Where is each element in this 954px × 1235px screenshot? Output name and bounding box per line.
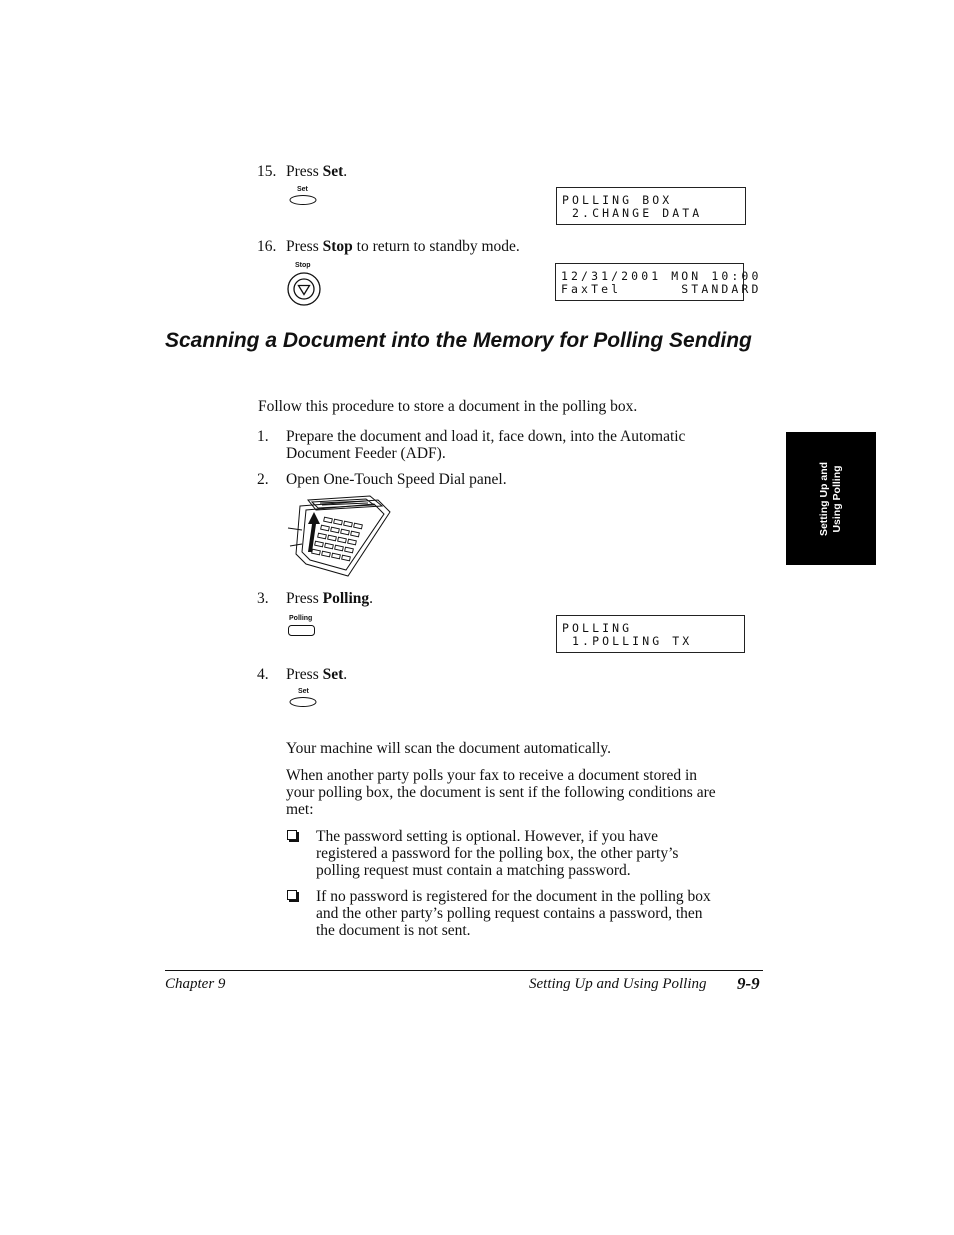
- footer-rule: [165, 970, 763, 971]
- lcd-display: [556, 187, 746, 225]
- paragraph-line: met:: [286, 801, 314, 818]
- bullet-line: the document is not sent.: [316, 922, 471, 939]
- set-key-icon: [288, 194, 318, 206]
- side-tab-line: Setting Up and: [818, 461, 830, 536]
- step-number: 15.: [257, 163, 277, 180]
- step-number: 4.: [257, 666, 269, 683]
- bullet-checkbox-icon: [287, 830, 297, 840]
- bullet-line: and the other party’s polling request contains a password, then: [316, 905, 703, 922]
- lcd-line-2: FaxTel STANDARD: [561, 282, 762, 296]
- step-text-pre: Press: [286, 163, 323, 180]
- result-text: Your machine will scan the document automatically.: [286, 740, 611, 757]
- set-key-icon: [288, 696, 318, 708]
- side-tab-label: [818, 461, 844, 535]
- lcd-line-2: 1.POLLING TX: [562, 634, 693, 648]
- chapter-side-tab: [786, 432, 876, 565]
- stop-key-icon: [286, 271, 322, 307]
- paragraph-line: your polling box, the document is sent if the following conditions are: [286, 784, 716, 801]
- stop-key-label: Stop: [295, 262, 311, 269]
- bullet-line: polling request must contain a matching password.: [316, 862, 631, 879]
- set-key-label: Set: [297, 186, 308, 193]
- bullet-line: The password setting is optional. However, if you have: [316, 828, 659, 845]
- footer-chapter: Chapter 9: [165, 976, 226, 992]
- intro-text: Follow this procedure to store a document in the polling box.: [258, 398, 638, 415]
- bullet-checkbox-icon: [287, 890, 297, 900]
- bullet-text: [316, 888, 766, 939]
- step-text: [286, 238, 520, 255]
- bullet-line: registered a password for the polling box, the other party’s: [316, 845, 679, 862]
- step-text-pre: Press: [286, 238, 323, 255]
- lcd-line-1: 12/31/2001 MON 10:00: [561, 269, 762, 283]
- bullet-line: If no password is registered for the document in the polling box: [316, 888, 711, 905]
- step-text-post: .: [369, 590, 373, 607]
- step-text: Open One-Touch Speed Dial panel.: [286, 471, 507, 488]
- lcd-display: [555, 263, 762, 301]
- bullet-text: [316, 828, 766, 879]
- set-key-label: Set: [298, 688, 309, 695]
- key-name: Set: [322, 666, 344, 683]
- key-name: Stop: [322, 238, 353, 255]
- step-text: [286, 590, 373, 607]
- key-name: Polling: [322, 590, 370, 607]
- lcd-display: [556, 615, 745, 653]
- step-number: 16.: [257, 238, 277, 255]
- lcd-line-1: POLLING BOX: [562, 193, 673, 207]
- lcd-line-2: 2.CHANGE DATA: [562, 206, 703, 220]
- paragraph-line: When another party polls your fax to receive a document stored in: [286, 767, 698, 784]
- step-text: [286, 428, 766, 462]
- step-number: 1.: [257, 428, 269, 445]
- step-text-line: Document Feeder (ADF).: [286, 445, 446, 462]
- polling-key-icon: [287, 624, 317, 638]
- step-text-line: Prepare the document and load it, face down, into the Automatic: [286, 428, 686, 445]
- step-text-post: .: [343, 666, 348, 683]
- lcd-line-1: POLLING: [562, 621, 633, 635]
- step-text-pre: Press: [286, 590, 323, 607]
- step-text-post: .: [343, 163, 348, 180]
- key-name: Set: [322, 163, 344, 180]
- step-text: [286, 666, 347, 683]
- page-number: 9-9: [737, 974, 760, 993]
- step-text-pre: Press: [286, 666, 323, 683]
- step-text: [286, 163, 347, 180]
- step-number: 2.: [257, 471, 269, 488]
- speed-dial-panel-illustration: [286, 494, 394, 580]
- polling-key-label: Polling: [289, 615, 313, 622]
- footer-title: Setting Up and Using Polling: [529, 976, 707, 992]
- step-text-post: to return to standby mode.: [352, 238, 520, 255]
- section-title: Scanning a Document into the Memory for Polling Sending: [165, 329, 752, 352]
- conditions-paragraph: [286, 767, 766, 818]
- side-tab-line: Using Polling: [831, 464, 843, 533]
- step-number: 3.: [257, 590, 269, 607]
